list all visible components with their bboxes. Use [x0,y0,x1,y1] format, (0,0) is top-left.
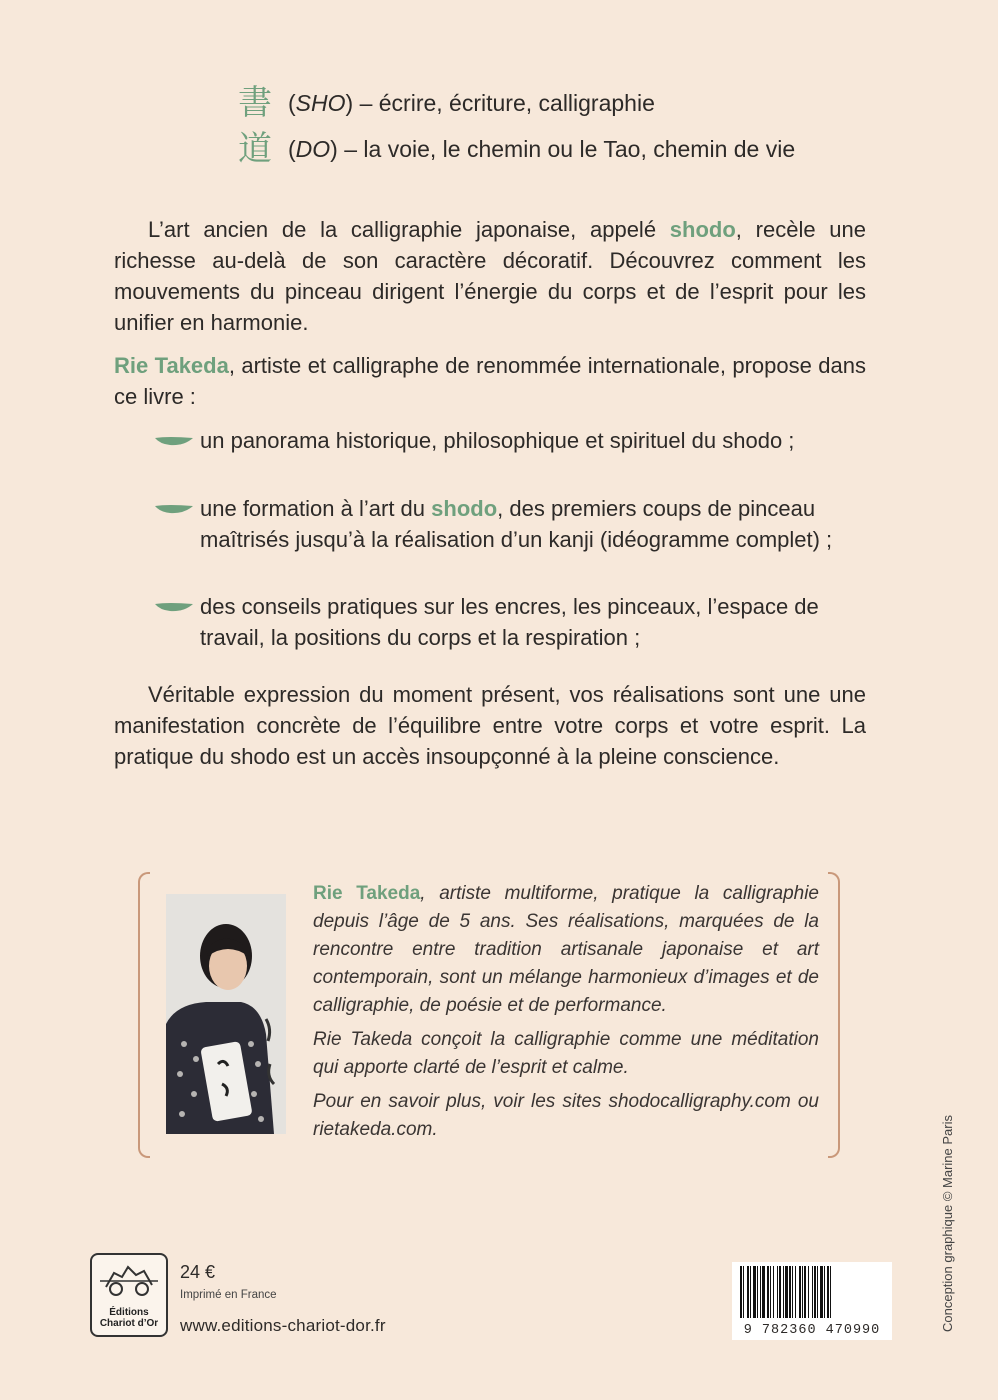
barcode-bar [789,1266,791,1318]
kanji-line-sho [238,83,655,123]
author-photo [166,894,286,1134]
bullet-text [200,425,854,456]
bullet-text-start: un panorama historique, philosophique et spirituel du shodo ; [200,428,795,453]
logo-line-2: Chariot d’Or [99,1318,159,1329]
brush-stroke-icon [154,501,194,515]
bullet-highlight: shodo [431,496,498,521]
kanji-sho-definition: (SHO) – écrire, écriture, calligraphie [288,89,655,116]
bullet-item [154,493,854,555]
intro-paragraph [114,214,866,338]
author-paragraph-text: , artiste et calligraphe de renommée internationale, propose dans ce livre : [114,353,866,409]
kanji-do: 道 [238,129,272,169]
bullet-text-start: des conseils pratiques sur les encres, les pinceaux, l’espace de travail, la positions du corps et la respiration ; [200,594,819,650]
publisher-website: www.editions-chariot-dor.fr [180,1316,386,1335]
barcode-number: 9 782360 470990 [743,1323,881,1338]
bracket-left [138,872,150,1158]
bio-text-1: , artiste multiforme, pratique la calligraphie depuis l’âge de 5 ans. Ses réalisations, marquées de la rencontre entre tradition artisanale japonaise et art contemporain, sont un mélange harmonieux d’images et de calligraphie, de poésie et de performance. [313,883,820,1016]
barcode-bar [770,1266,771,1318]
barcode-bar [795,1266,796,1318]
printed-in: Imprimé en France [180,1289,277,1301]
author-bio-box [138,872,840,1154]
chariot-logo-icon [92,1255,166,1299]
bullet-text-end: , des premiers coups de pinceau maîtrisés jusqu’à la réalisation d’un kanji (idéogramme complet) ; [200,496,833,552]
design-credit: Conception graphique © Marine Paris [940,1115,955,1332]
barcode-bar [792,1266,793,1318]
author-paragraph [114,350,866,412]
bio-paragraph-1 [313,880,819,1020]
bracket-right [828,872,840,1158]
barcode-bar [779,1266,781,1318]
brush-stroke-icon [154,599,194,613]
kanji-line-do [238,129,796,169]
logo-text [92,1307,166,1329]
barcode-bar [753,1266,756,1318]
barcode-bar [785,1266,788,1318]
closing-paragraph: Véritable expression du moment présent, vos réalisations sont une une manifestation concrète de l’équilibre entre votre corps et votre esprit. La pratique du shodo est un accès insoupçonné à la pleine conscience. [114,682,866,769]
bio-author-name: Rie Takeda [313,883,421,904]
author-portrait-image [166,894,286,1134]
kanji-do-definition: (DO) – la voie, le chemin ou le Tao, chemin de vie [288,135,796,162]
price: 24 € [180,1262,216,1282]
barcode-bar [783,1266,784,1318]
bio-paragraph-2: Rie Takeda conçoit la calligraphie comme une méditation qui apporte clarté de l’esprit et calme. [313,1029,819,1078]
barcode-bar [760,1266,761,1318]
barcode-bar [799,1266,801,1318]
bio-paragraph-3: Pour en savoir plus, voir les sites shodocalligraphy.com ou rietakeda.com. [313,1091,819,1140]
kanji-sho: 書 [238,83,272,123]
kanji-do-reading: DO [295,135,331,162]
barcode [732,1262,892,1340]
barcode-bar [773,1266,774,1318]
kanji-sho-meaning: – écrire, écriture, calligraphie [353,89,655,116]
barcode-bar [817,1266,818,1318]
barcode-bar [808,1266,809,1318]
author-bio-text [313,880,819,1150]
logo-line-1: Éditions [109,1307,149,1318]
barcode-bar [747,1266,749,1318]
intro-text-end: , recèle une richesse au-delà de son caractère décoratif. Découvrez comment les mouvements du pinceau dirigent l’énergie du corps et de l’esprit pour les unifier en harmonie. [114,217,866,335]
barcode-bar [824,1266,825,1318]
publisher-logo [90,1253,168,1337]
barcode-bar [812,1266,813,1318]
bullet-item [154,425,854,456]
barcode-bar [804,1266,806,1318]
bullet-text-start: une formation à l’art du [200,496,432,521]
brush-stroke-icon [154,433,194,447]
author-name: Rie Takeda [114,353,229,378]
barcode-bars [732,1262,892,1320]
barcode-bar [802,1266,803,1318]
barcode-bar [757,1266,758,1318]
barcode-bar [743,1266,744,1318]
kanji-sho-reading: SHO [295,89,346,116]
barcode-bar [750,1266,751,1318]
intro-text-start: L’art ancien de la calligraphie japonaise, appelé [148,217,670,242]
barcode-bar [777,1266,778,1318]
barcode-bar [814,1266,816,1318]
bullet-text [200,493,854,555]
barcode-bar [827,1266,829,1318]
intro-highlight: shodo [669,217,736,242]
bullet-text [200,591,854,653]
barcode-bar [830,1266,831,1318]
bullet-item [154,591,854,653]
barcode-bar [762,1266,765,1318]
barcode-bar [820,1266,823,1318]
barcode-bar [740,1266,742,1318]
kanji-do-meaning: – la voie, le chemin ou le Tao, chemin de vie [337,135,796,162]
barcode-bar [767,1266,769,1318]
